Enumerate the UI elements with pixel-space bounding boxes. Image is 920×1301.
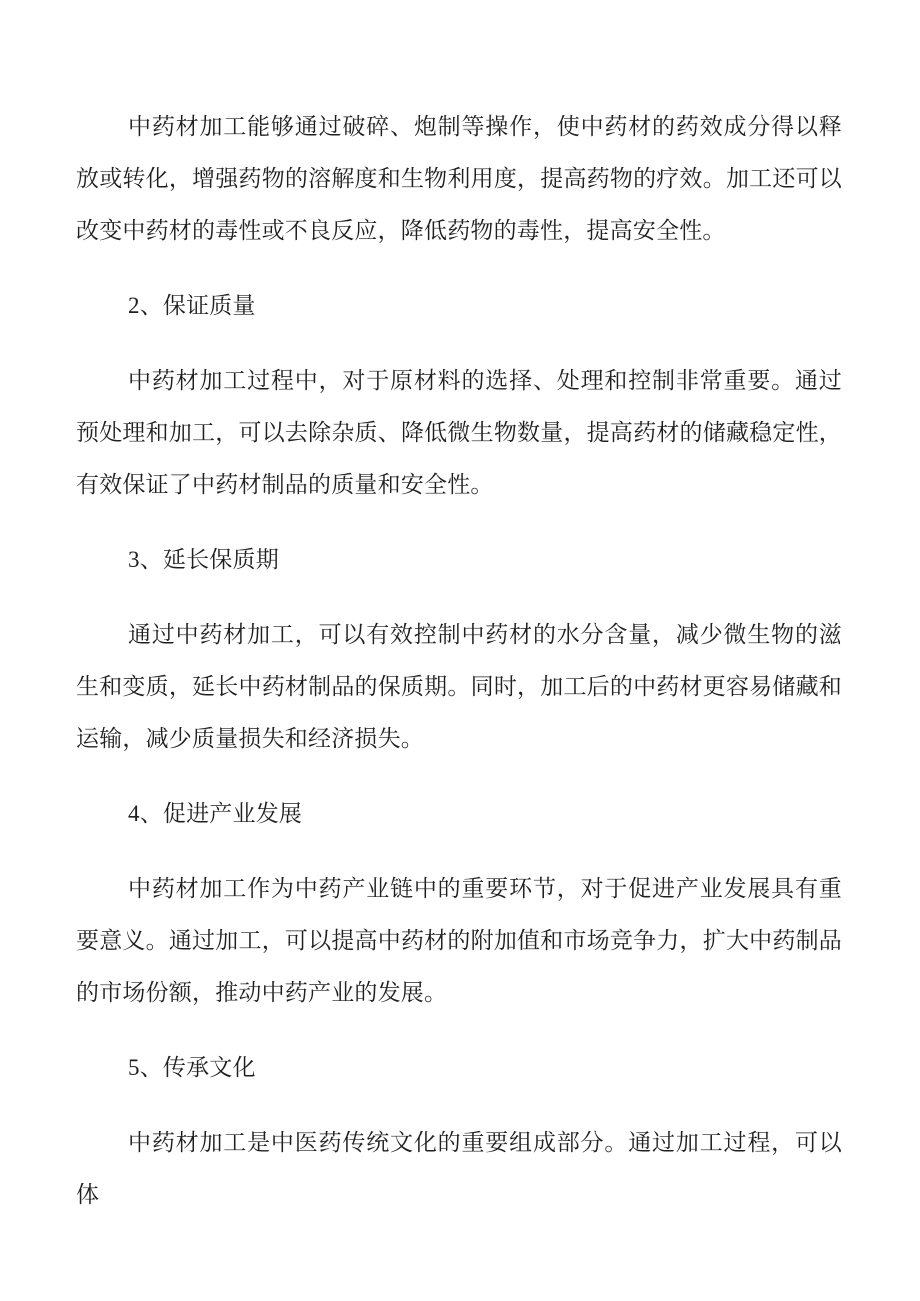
body-paragraph: 中药材加工过程中，对于原材料的选择、处理和控制非常重要。通过预处理和加工，可以去除杂质、降低微生物数量，提高药材的储藏稳定性，有效保证了中药材制品的质量和安全性。 [76,368,842,497]
body-paragraph: 中药材加工作为中药产业链中的重要环节，对于促进产业发展具有重要意义。通过加工，可以提高中药材的附加值和市场竞争力，扩大中药制品的市场份额，推动中药产业的发展。 [76,876,842,1005]
section-heading: 2、保证质量 [128,293,256,318]
body-paragraph: 通过中药材加工，可以有效控制中药材的水分含量，减少微生物的滋生和变质，延长中药材制品的保质期。同时，加工后的中药材更容易储藏和运输，减少质量损失和经济损失。 [76,622,842,751]
section-heading: 5、传承文化 [128,1055,256,1080]
section-heading: 4、促进产业发展 [128,801,303,826]
body-paragraph: 中药材加工能够通过破碎、炮制等操作，使中药材的药效成分得以释放或转化，增强药物的溶解度和生物利用度，提高药物的疗效。加工还可以改变中药材的毒性或不良反应，降低药物的毒性，提高安全性。 [76,114,842,243]
section-heading: 3、延长保质期 [128,547,279,572]
body-paragraph: 中药材加工是中医药传统文化的重要组成部分。通过加工过程，可以体 [76,1130,842,1207]
